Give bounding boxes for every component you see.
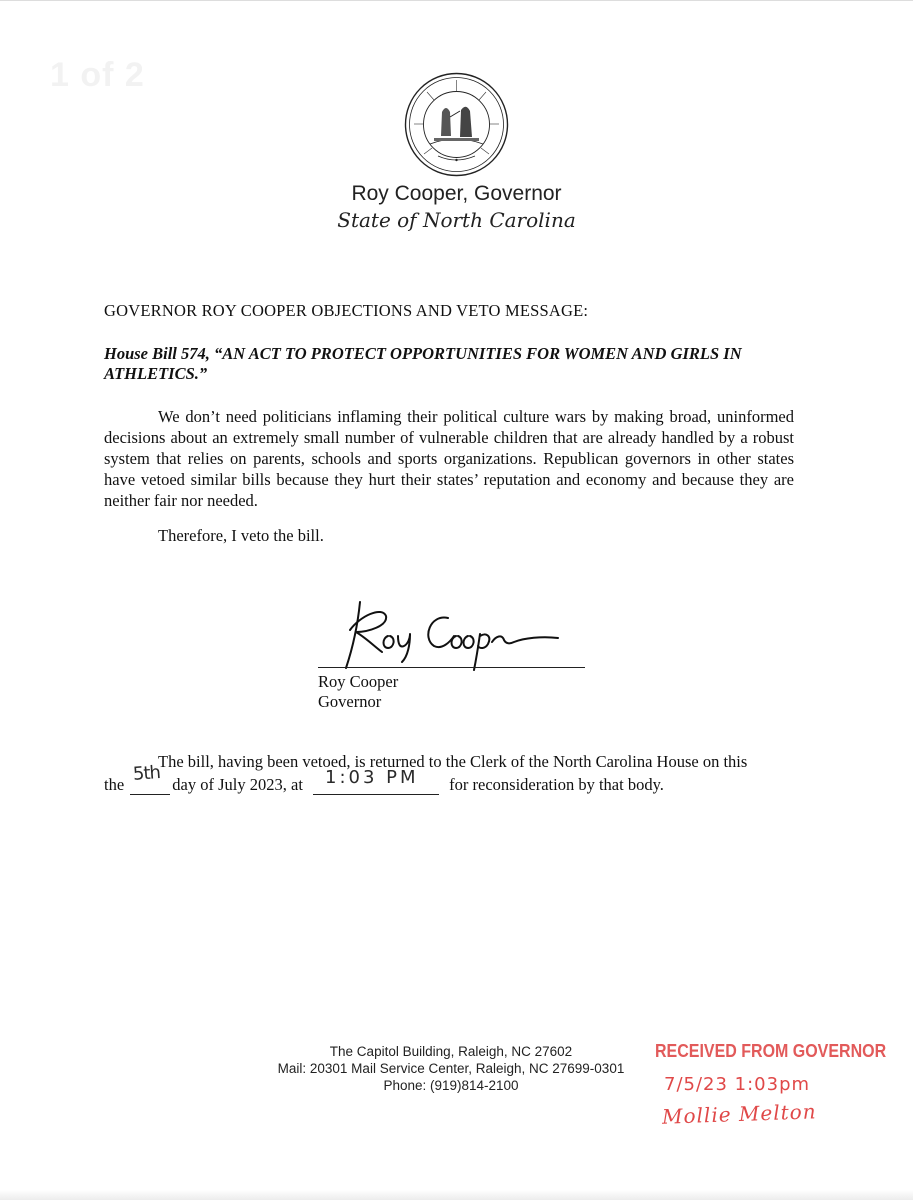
- footer-address: [246, 1043, 656, 1094]
- footer-line-mail: Mail: 20301 Mail Service Center, Raleigh, NC 27699-0301: [277, 1061, 625, 1076]
- return-notice-line1: The bill, having been vetoed, is returned to the Clerk of the North Carolina House on this: [158, 752, 748, 771]
- signature-line: [318, 667, 585, 668]
- return-notice-day-of: day of July 2023, at: [172, 775, 303, 794]
- day-blank: [130, 762, 170, 795]
- received-datetime: 7/5/23 1:03pm: [664, 1074, 811, 1095]
- clerk-signature: Mollie Melton: [661, 1099, 817, 1129]
- veto-message-body: We don’t need politicians inflaming their political culture wars by making broad, uninformed decisions about an extremely small number of vulnerable children that are already handled by a robust system that relies on parents, schools and sports organizations. Republican governors in other states have vetoed similar bills because they hurt their states’ reputation and economy and because they are neither fair nor needed.: [104, 407, 794, 510]
- document-heading: GOVERNOR ROY COOPER OBJECTIONS AND VETO MESSAGE:: [104, 301, 589, 320]
- received-stamp: RECEIVED FROM GOVERNOR: [655, 1042, 887, 1062]
- footer-line-building: The Capitol Building, Raleigh, NC 27602: [329, 1044, 573, 1059]
- handwritten-day: 5th: [132, 762, 161, 785]
- veto-statement: Therefore, I veto the bill.: [158, 526, 324, 545]
- return-notice-the: the: [104, 775, 125, 794]
- signer-title: Governor: [318, 692, 382, 711]
- page-count-watermark: 1 of 2: [50, 56, 145, 94]
- governor-signature: [330, 592, 560, 672]
- return-notice-suffix: for reconsideration by that body.: [449, 775, 664, 794]
- letterhead-name: Roy Cooper, Governor: [351, 182, 562, 205]
- signer-name: Roy Cooper: [318, 672, 399, 691]
- bill-title: House Bill 574, “AN ACT TO PROTECT OPPORTUNITIES FOR WOMEN AND GIRLS IN ATHLETICS.”: [104, 344, 742, 383]
- time-blank: [313, 767, 439, 795]
- state-seal-icon: [404, 72, 509, 177]
- return-notice-line2: [104, 762, 664, 795]
- letterhead-state: State of North Carolina: [337, 208, 576, 232]
- handwritten-time: 1:03 PM: [325, 767, 419, 788]
- footer-line-phone: Phone: (919)814-2100: [383, 1078, 519, 1093]
